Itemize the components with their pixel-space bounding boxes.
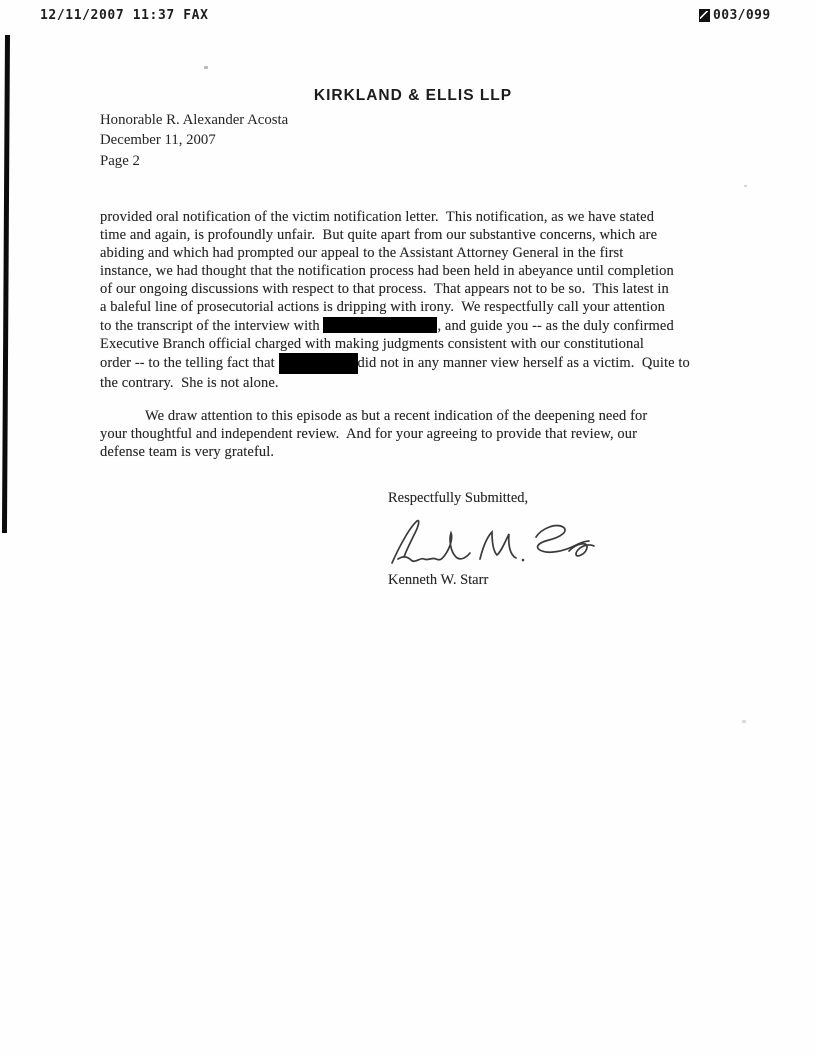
body-line: Executive Branch official charged with making judgments consistent with our constitutional — [100, 335, 645, 352]
recipient-name: Honorable R. Alexander Acosta — [100, 112, 289, 128]
body-line: instance, we had thought that the notification process had been held in abeyance until completion — [100, 263, 674, 280]
scan-edge-artifact — [2, 35, 10, 533]
body-text-segment: order -- to the telling fact that — [100, 354, 279, 371]
fax-page-icon — [699, 9, 710, 22]
body-line: your thoughtful and independent review. And for your agreeing to provide that review, our — [100, 425, 638, 442]
body-line-redacted — [100, 317, 740, 335]
fax-page-counter: 003/099 — [713, 8, 771, 23]
redaction-box — [279, 353, 358, 374]
scan-speck — [742, 720, 746, 723]
scan-speck — [744, 185, 747, 187]
letterhead-firm-name: KIRKLAND & ELLIS LLP — [313, 87, 513, 104]
body-line: time and again, is profoundly unfair. But quite apart from our substantive concerns, which are — [100, 227, 658, 244]
body-text-segment: to the transcript of the interview with — [100, 317, 324, 334]
signer-name: Kenneth W. Starr — [388, 572, 489, 588]
body-line: the contrary. She is not alone. — [100, 374, 279, 391]
body-line: abiding and which had prompted our appeal to the Assistant Attorney General in the first — [100, 245, 624, 262]
paragraph-1 — [100, 208, 740, 392]
body-text-segment: did not in any manner view herself as a victim. Quite to — [357, 354, 690, 371]
fax-page-counter-group — [699, 8, 771, 23]
scan-speck — [204, 66, 208, 69]
body-line: of our ongoing discussions with respect to that process. That appears not to be so. This latest in — [100, 281, 669, 298]
fax-timestamp: 12/11/2007 11:37 FAX — [40, 8, 209, 23]
handwritten-signature — [384, 513, 599, 571]
closing-line: Respectfully Submitted, — [388, 490, 529, 506]
body-text-segment: , and guide you -- as the duly confirmed — [437, 317, 674, 334]
page-number-label: Page 2 — [100, 152, 140, 169]
letter-body — [100, 208, 740, 461]
body-line: a baleful line of prosecutorial actions is dripping with irony. We respectfully call your attention — [100, 299, 665, 316]
body-line-redacted — [100, 353, 740, 374]
paragraph-2 — [100, 407, 740, 461]
redaction-box — [323, 317, 437, 333]
recipient-block — [100, 110, 288, 171]
body-line: provided oral notification of the victim notification letter. This notification, as we have stated — [100, 209, 655, 225]
signature-block — [388, 490, 599, 589]
letter-date: December 11, 2007 — [100, 132, 216, 149]
body-line: We draw attention to this episode as but a recent indication of the deepening need for — [145, 407, 648, 424]
body-line: defense team is very grateful. — [100, 444, 275, 461]
